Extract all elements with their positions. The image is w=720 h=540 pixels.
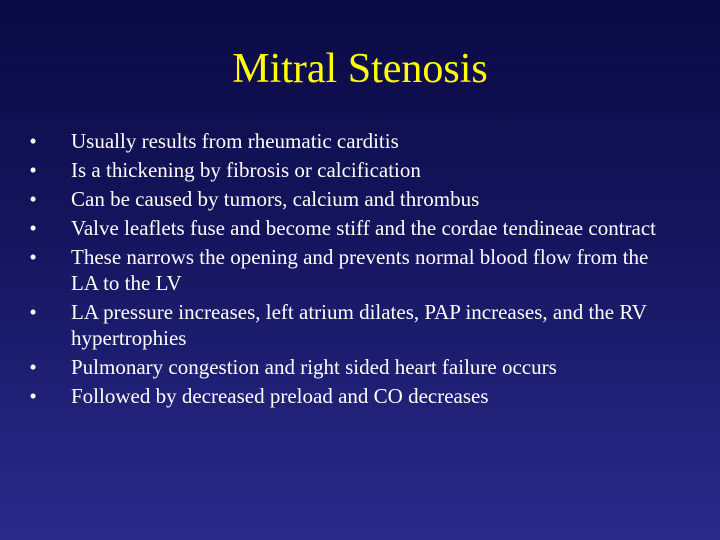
bullet-item xyxy=(26,186,676,212)
bullet-item xyxy=(26,128,676,154)
bullet-text: LA pressure increases, left atrium dilates, PAP increases, and the RV hypertrophies xyxy=(71,300,647,350)
bullet-marker: • xyxy=(29,355,37,379)
bullet-text: Is a thickening by fibrosis or calcification xyxy=(71,158,421,182)
bullet-item xyxy=(26,354,676,380)
bullet-marker: • xyxy=(29,158,37,182)
bullet-marker: • xyxy=(29,129,37,153)
bullet-text: Usually results from rheumatic carditis xyxy=(71,129,399,153)
slide-title: Mitral Stenosis xyxy=(232,46,488,92)
bullet-text: Can be caused by tumors, calcium and thrombus xyxy=(71,187,480,211)
bullet-marker: • xyxy=(29,187,37,211)
bullet-item xyxy=(26,299,676,351)
bullet-marker: • xyxy=(29,245,37,269)
bullet-text: Valve leaflets fuse and become stiff and the cordae tendineae contract xyxy=(71,216,657,240)
bullet-text: These narrows the opening and prevents normal blood flow from the LA to the LV xyxy=(71,245,649,295)
bullet-list xyxy=(26,128,676,412)
bullet-marker: • xyxy=(29,216,37,240)
bullet-text: Pulmonary congestion and right sided heart failure occurs xyxy=(71,355,557,379)
bullet-marker: • xyxy=(29,384,37,408)
bullet-item xyxy=(26,215,676,241)
bullet-item xyxy=(26,383,676,409)
bullet-item xyxy=(26,157,676,183)
bullet-text: Followed by decreased preload and CO decreases xyxy=(71,384,489,408)
bullet-item xyxy=(26,244,676,296)
bullet-marker: • xyxy=(29,300,37,324)
